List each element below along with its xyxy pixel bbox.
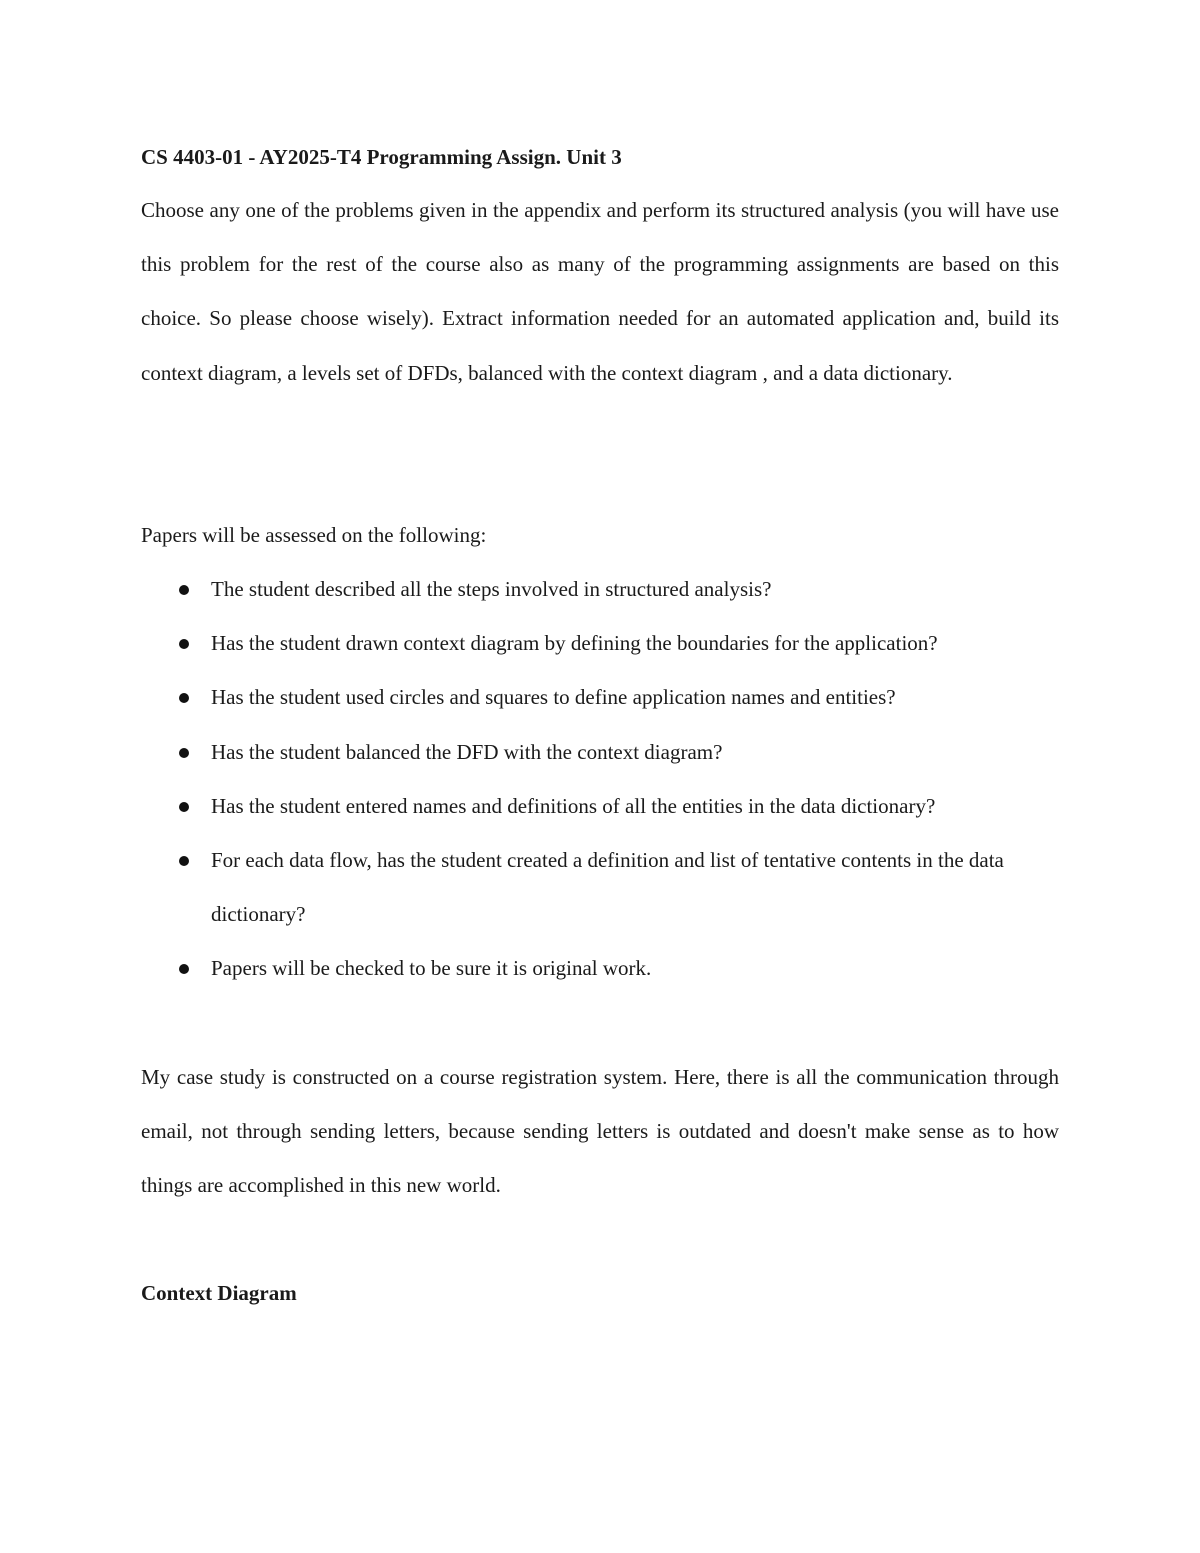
- criteria-item-text: Has the student used circles and squares to define application names and entities?: [211, 685, 896, 710]
- criteria-item: [141, 779, 1059, 833]
- criteria-item: [141, 562, 1059, 616]
- bullet-icon: [179, 856, 189, 866]
- bullet-icon: [179, 693, 189, 703]
- section-heading: Context Diagram: [141, 1281, 297, 1305]
- criteria-item: [141, 616, 1059, 670]
- criteria-item-text: Has the student drawn context diagram by defining the boundaries for the application?: [211, 631, 938, 656]
- criteria-item-text: Has the student balanced the DFD with the context diagram?: [211, 739, 723, 764]
- case-study-paragraph: My case study is constructed on a course registration system. Here, there is all the communication through email, not through sending letters, because sending letters is outdated and doesn't make sense as to how things are accomplished in this new world.: [141, 1065, 1059, 1198]
- bullet-icon: [179, 639, 189, 649]
- criteria-item-text: Has the student entered names and definitions of all the entities in the data dictionary?: [211, 793, 936, 818]
- intro-paragraph: Choose any one of the problems given in the appendix and perform its structured analysis (you will have use this problem for the rest of the course also as many of the programming assignments are based on this choice. So please choose wisely). Extract information needed for an automated application and, build its context diagram, a levels set of DFDs, balanced with the context diagram , and a data dictionary.: [141, 198, 1059, 385]
- criteria-item: [141, 833, 1059, 941]
- criteria-item: [141, 670, 1059, 724]
- bullet-icon: [179, 802, 189, 812]
- bullet-icon: [179, 585, 189, 595]
- document-title: CS 4403-01 - AY2025-T4 Programming Assign. Unit 3: [141, 145, 622, 169]
- criteria-item: [141, 725, 1059, 779]
- criteria-list: [141, 562, 1059, 996]
- criteria-item-text: Papers will be checked to be sure it is original work.: [211, 956, 652, 981]
- bullet-icon: [179, 964, 189, 974]
- criteria-item-text: For each data flow, has the student created a definition and list of tentative contents in the data dictionary?: [211, 848, 1004, 927]
- assessment-heading: Papers will be assessed on the following:: [141, 523, 487, 547]
- criteria-item: [141, 941, 1059, 995]
- bullet-icon: [179, 748, 189, 758]
- criteria-item-text: The student described all the steps involved in structured analysis?: [211, 577, 772, 601]
